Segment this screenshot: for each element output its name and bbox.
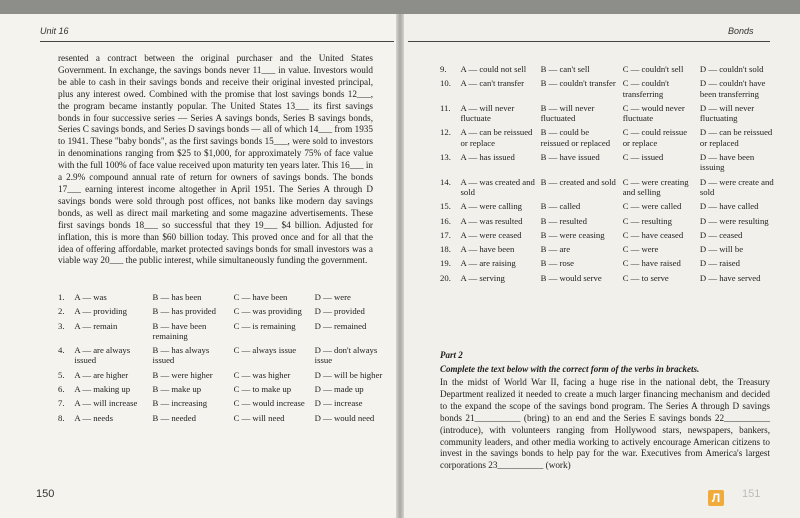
part-heading: Part 2 — [440, 350, 463, 360]
option-c: C — have raised — [622, 258, 681, 269]
option-c: C — would never fluctuate — [622, 102, 685, 124]
option-c: C — to make up — [233, 384, 292, 395]
option-b: B — rose — [540, 258, 574, 269]
option-b: B — called — [540, 201, 581, 212]
option-row — [58, 384, 388, 394]
option-a: A — was — [74, 292, 107, 302]
option-b: B — have been remaining — [152, 320, 207, 341]
option-c: C — is remaining — [233, 320, 296, 331]
option-c: C — were — [622, 244, 659, 255]
option-b: B — increasing — [152, 398, 208, 409]
option-a: A — needs — [74, 412, 113, 423]
option-b: B — will never fluctuated — [540, 102, 595, 124]
option-d: D — would need — [314, 412, 375, 423]
option-d: D — raised — [699, 258, 740, 269]
option-a: A — can't transfer — [460, 78, 525, 89]
option-d: D — were create and sold — [699, 176, 774, 197]
option-a: A — was created and sold — [460, 176, 535, 197]
option-number: 4. — [58, 345, 65, 356]
option-number: 3. — [58, 320, 65, 331]
option-d: D — couldn't have been transferring — [699, 78, 766, 99]
option-c: C — have been — [233, 292, 288, 302]
option-c: C — couldn't transferring — [622, 78, 670, 99]
book-gutter — [396, 14, 404, 518]
option-d: D — remained — [314, 320, 367, 331]
option-b: B — were ceasing — [540, 229, 605, 240]
option-a: A — will increase — [74, 398, 138, 409]
option-number: 13. — [440, 152, 451, 163]
left-page-header: Unit 16 — [40, 26, 69, 36]
option-row — [58, 345, 388, 366]
option-number: 6. — [58, 384, 65, 395]
publisher-logo-icon: Л — [708, 490, 724, 506]
option-d: D — will be higher — [314, 369, 383, 380]
option-b: B — needed — [152, 412, 196, 423]
option-d: D — ceased — [699, 229, 743, 240]
option-d: D — made up — [314, 384, 364, 395]
right-page-header: Bonds — [728, 26, 754, 36]
option-d: D — couldn't sold — [699, 64, 764, 74]
option-row — [440, 177, 780, 198]
option-c: C — were called — [622, 201, 682, 212]
option-row — [440, 201, 780, 211]
option-number: 20. — [440, 272, 451, 283]
right-options-list — [440, 64, 780, 287]
option-d: D — have served — [699, 272, 761, 283]
option-number: 14. — [440, 176, 451, 187]
left-header-rule — [40, 41, 394, 42]
option-d: D — were resulting — [699, 215, 769, 226]
option-a: A — has issued — [460, 152, 515, 163]
right-page-number: 151 — [742, 488, 761, 500]
option-a: A — providing — [74, 306, 127, 317]
option-c: C — issued — [622, 152, 664, 163]
option-row — [58, 321, 388, 342]
option-row — [440, 216, 780, 226]
option-c: C — could reissue or replace — [622, 127, 688, 148]
option-a: A — serving — [460, 272, 505, 283]
option-number: 1. — [58, 292, 65, 302]
option-number: 7. — [58, 398, 65, 409]
passage-text: resented a contract between the original purchaser and the United States Government. In exchange, the savings bonds never 11___ in value. Investors would be able to cash in their savings bonds and receive their original invested principal, plus any interest owed. Combined with the promise that lost savings bonds 12___, the program became instantly popular. The United States 13___ its first savings bonds in four successive series — Series A savings bonds, Series B savings bonds, Series C savings bonds, and Series D savings bonds — all of which 14___ from 1935 to 1941. These "baby bonds", as the first savings bonds 15___, were sold to investors in denominations ranging from $25 to $1,000, for approximately 75% of face value with the full 100% of face value received upon maturity ten years later. This 16___ in a 2.9% compound annual rate of return for owners of savings bonds. The bonds 17___ earning interest income altogether in April 1951. The Series A through D savings bonds were sold through post offices, not banks like modern day savings bonds, as well as direct mail marketing and some magazine advertisements. These first savings bonds 18___ so successful that they 19___ $4 billion. Adjusted for inflation, this is more than $60 billion today. This proved once and for all that the idea of offering affordable, market protected savings bonds for small investors was a viable way 20___ the public interest, while simultaneously funding the government. — [58, 53, 373, 266]
option-number: 19. — [440, 258, 451, 269]
option-d: D — have called — [699, 201, 759, 212]
option-c: C — will need — [233, 412, 285, 423]
option-b: B — could be reissued or replaced — [540, 127, 611, 148]
option-d: D — will be — [699, 244, 744, 255]
part-2-text: In the midst of World War II, facing a huge rise in the national debt, the Treasury Department realized it needed to create a much larger financing mechanism and decided to the expand the scope of the savings bond program. The Series A through D savings bonds 21__________ (bring) to an end and the Series E savings bonds 22__________ (introduce), with volunteers ranging from Hollywood stars, newspapers, bankers, community leaders, and other media working to actively encourage American citizens to invest in the savings bonds to help pay for the war. Executives from America's largest corporations 23__________ (work) — [440, 377, 770, 471]
option-row — [58, 292, 388, 302]
option-row — [440, 230, 780, 240]
option-c: C — was providing — [233, 306, 302, 317]
option-b: B — are — [540, 244, 571, 255]
left-page-number: 150 — [36, 488, 55, 500]
option-row — [440, 103, 780, 124]
option-a: A — was resulted — [460, 215, 523, 226]
option-d: D — don't always issue — [314, 345, 378, 366]
right-header-rule — [408, 41, 770, 42]
option-number: 10. — [440, 78, 451, 89]
option-row — [440, 273, 780, 283]
option-number: 15. — [440, 201, 451, 212]
part-instruction: Complete the text below with the correct form of the verbs in brackets. — [440, 364, 700, 374]
option-c: C — couldn't sell — [622, 64, 684, 74]
option-number: 12. — [440, 127, 451, 138]
option-a: A — could not sell — [460, 64, 527, 74]
option-c: C — was higher — [233, 369, 291, 380]
option-row — [440, 258, 780, 268]
option-a: A — were ceased — [460, 229, 522, 240]
option-d: D — can be reissued or replaced — [699, 127, 773, 148]
option-row — [440, 152, 780, 173]
reading-passage — [58, 53, 373, 267]
option-row — [440, 127, 780, 148]
option-c: C — have ceased — [622, 229, 684, 240]
option-row — [58, 398, 388, 408]
option-number: 16. — [440, 215, 451, 226]
option-row — [58, 370, 388, 380]
option-b: B — have issued — [540, 152, 600, 163]
option-a: A — have been — [460, 244, 515, 255]
option-b: B — couldn't transfer — [540, 78, 616, 89]
option-number: 18. — [440, 244, 451, 255]
option-c: C — to serve — [622, 272, 669, 283]
option-number: 17. — [440, 229, 451, 240]
option-b: B — has provided — [152, 306, 217, 317]
option-c: C — would increase — [233, 398, 305, 409]
option-row — [440, 78, 780, 99]
option-a: A — are raising — [460, 258, 516, 269]
option-a: A — remain — [74, 320, 118, 331]
option-d: D — provided — [314, 306, 365, 317]
option-b: B — created and sold — [540, 176, 616, 187]
option-d: D — increase — [314, 398, 363, 409]
option-b: B — has been — [152, 292, 202, 302]
option-row — [440, 244, 780, 254]
option-number: 11. — [440, 102, 451, 113]
option-b: B — resulted — [540, 215, 587, 226]
option-a: A — are always issued — [74, 345, 131, 366]
option-d: D — will never fluctuating — [699, 102, 755, 124]
option-number: 8. — [58, 412, 65, 423]
option-a: A — can be reissued or replace — [460, 127, 533, 148]
option-b: B — were higher — [152, 369, 213, 380]
part-2-section — [440, 350, 770, 472]
option-d: D — were — [314, 292, 351, 302]
option-a: A — were calling — [460, 201, 523, 212]
option-number: 9. — [440, 64, 447, 74]
option-number: 2. — [58, 306, 65, 317]
option-row — [58, 413, 388, 423]
option-c: C — were creating and selling — [622, 176, 689, 197]
option-c: C — resulting — [622, 215, 672, 226]
option-b: B — make up — [152, 384, 202, 395]
option-b: B — has always issued — [152, 345, 210, 366]
option-number: 5. — [58, 369, 65, 380]
option-d: D — have been issuing — [699, 152, 755, 173]
option-row — [58, 306, 388, 316]
option-c: C — always issue — [233, 345, 297, 356]
left-options-list — [58, 292, 388, 427]
option-b: B — can't sell — [540, 64, 590, 74]
option-a: A — making up — [74, 384, 131, 395]
option-a: A — will never fluctuate — [460, 102, 515, 124]
option-a: A — are higher — [74, 369, 129, 380]
option-b: B — would serve — [540, 272, 602, 283]
option-row — [440, 64, 780, 74]
